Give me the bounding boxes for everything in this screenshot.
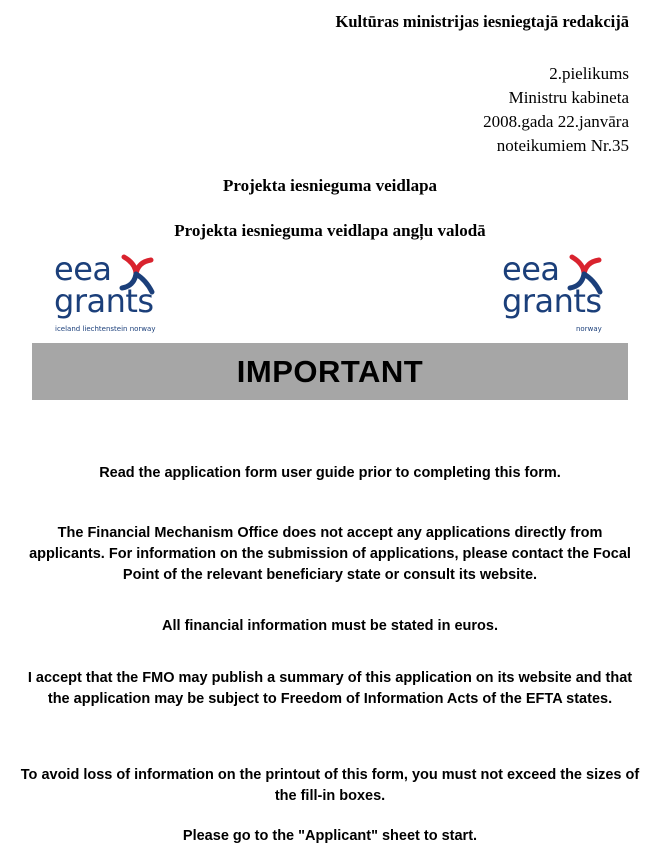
annex-line: Ministru kabineta [508,88,629,107]
logo-word-eea: eea [54,252,112,288]
instruction-euros: All financial information must be stated in euros. [162,618,498,634]
logo-countries: iceland liechtenstein norway [55,325,156,333]
important-banner [32,343,628,400]
logo-countries: norway [576,325,602,333]
eea-grants-logo-right [500,252,610,336]
instruction-submission: The Financial Mechanism Office does not accept any applications directly from applicants. For information on the submission of applications, please contact the Focal Point of the relevant beneficiary state or consult its website. [29,525,631,583]
logo-word-grants: grants [502,282,602,320]
annex-line: 2.pielikums [549,64,629,83]
logo-word-eea: eea [502,252,560,288]
instruction-fill-in-boxes: To avoid loss of information on the printout of this form, you must not exceed the sizes of the fill-in boxes. [20,767,640,804]
logo-arc-red [136,260,151,274]
annex-line: 2008.gada 22.janvāra [483,112,629,131]
eea-grants-logo-left [52,252,162,336]
important-label: IMPORTANT [236,353,424,389]
logo-word-grants: grants [54,282,154,320]
annex-line: noteikumiem Nr.35 [496,136,629,155]
annex-reference [483,62,629,158]
form-title-english: Projekta iesnieguma veidlapa angļu valodā [174,221,486,240]
eea-grants-logo-icon [52,252,162,336]
eea-grants-logo-icon [500,252,610,336]
instruction-publication-consent: I accept that the FMO may publish a summary of this application on its website and that the application may be subject to Freedom of Information Acts of the EFTA states. [27,670,633,707]
form-title: Projekta iesnieguma veidlapa [222,176,438,195]
instruction-user-guide: Read the application form user guide prior to completing this form. [99,465,561,481]
logo-arc-red [584,260,599,274]
edition-note: Kultūras ministrijas iesniegtajā redakcijā [335,12,629,31]
instruction-start: Please go to the "Applicant" sheet to start. [182,828,478,844]
